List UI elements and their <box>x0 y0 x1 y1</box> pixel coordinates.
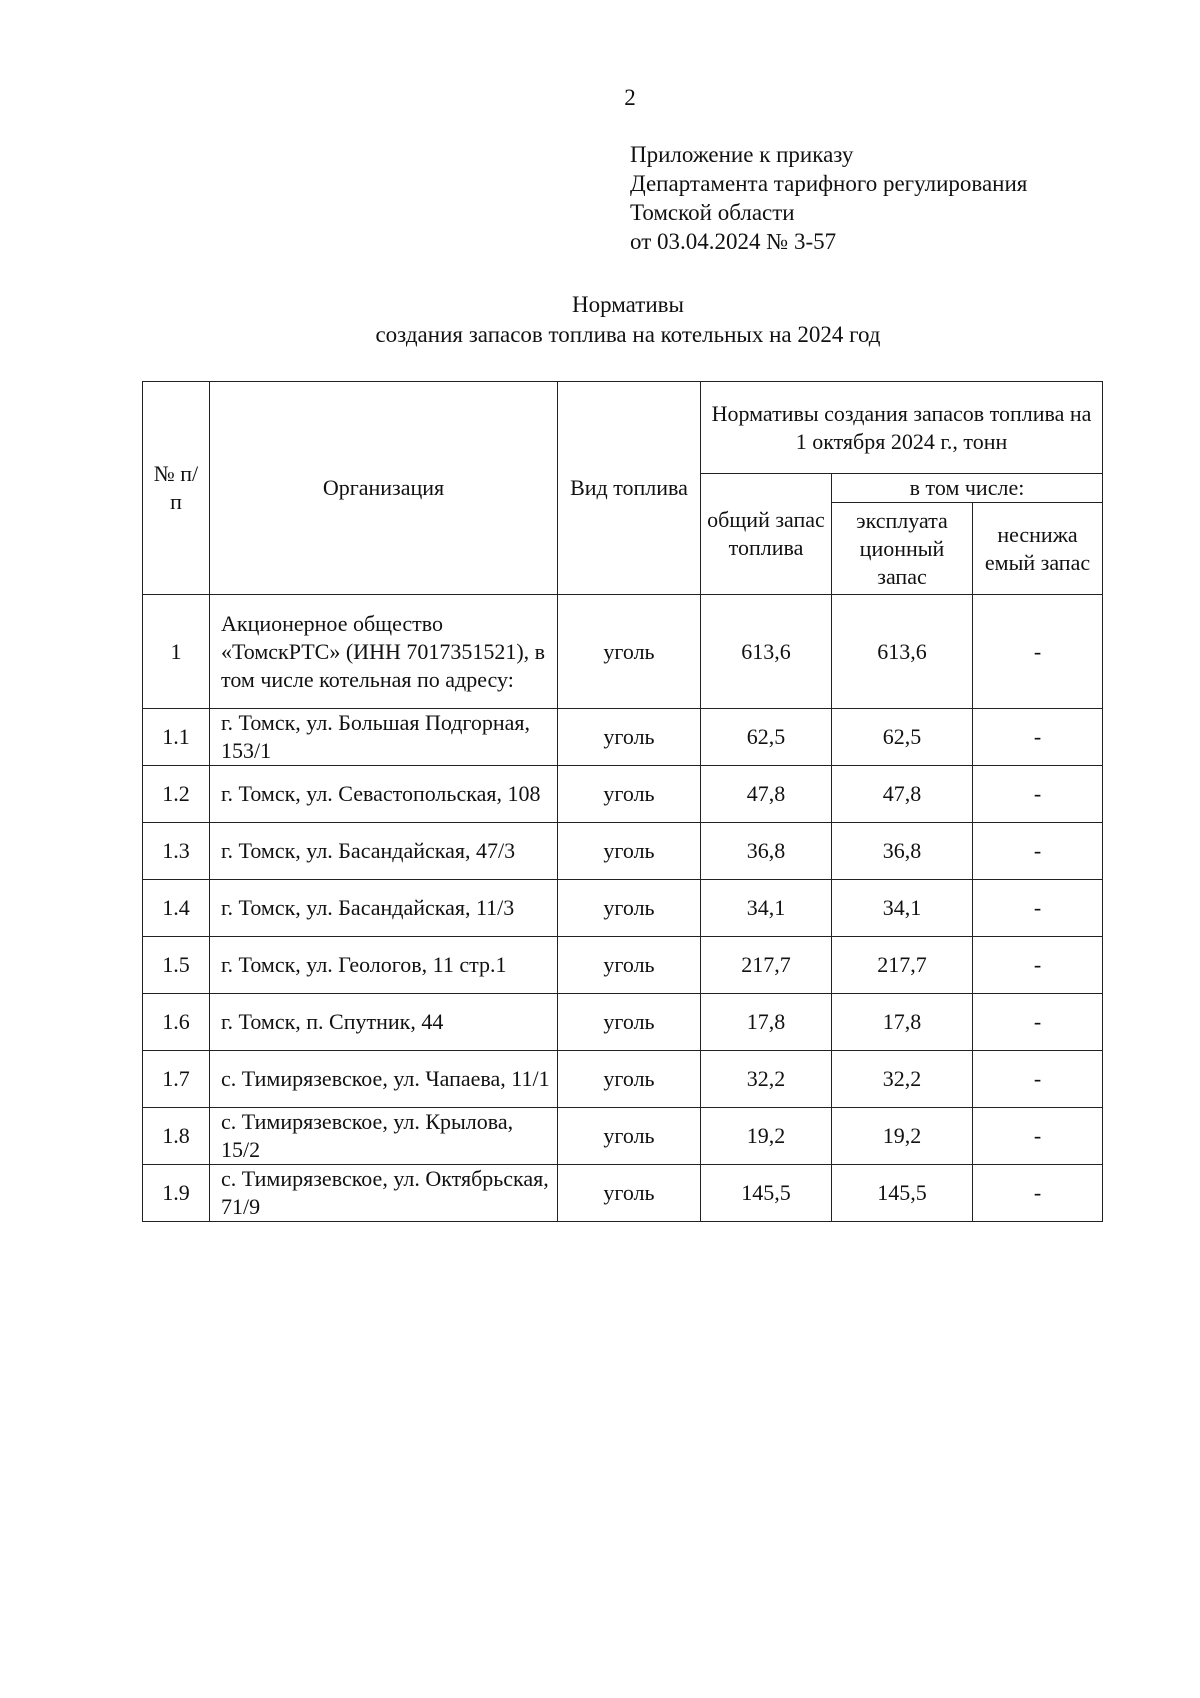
cell-total-reserve: 145,5 <box>701 1165 832 1222</box>
cell-fuel-type: уголь <box>558 1165 701 1222</box>
cell-organization: г. Томск, ул. Басандайская, 11/3 <box>210 880 558 937</box>
appendix-line: от 03.04.2024 № 3-57 <box>630 229 837 254</box>
cell-operational-reserve: 62,5 <box>832 709 973 766</box>
table-row <box>143 880 1103 937</box>
cell-number: 1.7 <box>143 1051 210 1108</box>
cell-operational-reserve: 19,2 <box>832 1108 973 1165</box>
cell-organization: Акционерное общество «ТомскРТС» (ИНН 7017351521), в том числе котельная по адресу: <box>210 595 558 709</box>
header-operational-reserve: эксплуата ционный запас <box>832 503 973 595</box>
cell-organization: с. Тимирязевское, ул. Чапаева, 11/1 <box>210 1051 558 1108</box>
table-row <box>143 823 1103 880</box>
cell-irreducible-reserve: - <box>973 766 1103 823</box>
cell-fuel-type: уголь <box>558 994 701 1051</box>
cell-organization: с. Тимирязевское, ул. Октябрьская, 71/9 <box>210 1165 558 1222</box>
cell-operational-reserve: 36,8 <box>832 823 973 880</box>
cell-fuel-type: уголь <box>558 1108 701 1165</box>
cell-fuel-type: уголь <box>558 766 701 823</box>
header-fuel-type: Вид топлива <box>558 382 701 595</box>
header-irreducible-reserve: неснижа емый запас <box>973 503 1103 595</box>
cell-irreducible-reserve: - <box>973 709 1103 766</box>
cell-total-reserve: 34,1 <box>701 880 832 937</box>
cell-irreducible-reserve: - <box>973 994 1103 1051</box>
cell-organization: г. Томск, ул. Севастопольская, 108 <box>210 766 558 823</box>
appendix-line: Департамента тарифного регулирования <box>630 171 1028 196</box>
cell-operational-reserve: 145,5 <box>832 1165 973 1222</box>
cell-total-reserve: 36,8 <box>701 823 832 880</box>
cell-total-reserve: 47,8 <box>701 766 832 823</box>
cell-organization: с. Тимирязевское, ул. Крылова, 15/2 <box>210 1108 558 1165</box>
appendix-block <box>630 140 1150 256</box>
cell-irreducible-reserve: - <box>973 1108 1103 1165</box>
cell-organization: г. Томск, ул. Басандайская, 47/3 <box>210 823 558 880</box>
cell-organization: г. Томск, ул. Большая Подгорная, 153/1 <box>210 709 558 766</box>
cell-fuel-type: уголь <box>558 709 701 766</box>
cell-irreducible-reserve: - <box>973 595 1103 709</box>
cell-number: 1.2 <box>143 766 210 823</box>
cell-operational-reserve: 613,6 <box>832 595 973 709</box>
cell-organization: г. Томск, п. Спутник, 44 <box>210 994 558 1051</box>
cell-number: 1.3 <box>143 823 210 880</box>
cell-operational-reserve: 17,8 <box>832 994 973 1051</box>
cell-operational-reserve: 217,7 <box>832 937 973 994</box>
cell-fuel-type: уголь <box>558 880 701 937</box>
cell-fuel-type: уголь <box>558 1051 701 1108</box>
table-row <box>143 709 1103 766</box>
cell-operational-reserve: 32,2 <box>832 1051 973 1108</box>
cell-total-reserve: 32,2 <box>701 1051 832 1108</box>
cell-fuel-type: уголь <box>558 595 701 709</box>
cell-total-reserve: 217,7 <box>701 937 832 994</box>
header-organization: Организация <box>210 382 558 595</box>
cell-total-reserve: 19,2 <box>701 1108 832 1165</box>
table-row <box>143 595 1103 709</box>
cell-fuel-type: уголь <box>558 823 701 880</box>
table-row <box>143 994 1103 1051</box>
cell-irreducible-reserve: - <box>973 880 1103 937</box>
cell-total-reserve: 613,6 <box>701 595 832 709</box>
cell-number: 1.8 <box>143 1108 210 1165</box>
header-norms: Нормативы создания запасов топлива на 1 октября 2024 г., тонн <box>701 382 1103 474</box>
cell-total-reserve: 17,8 <box>701 994 832 1051</box>
header-number: № п/п <box>143 382 210 595</box>
appendix-line: Томской области <box>630 200 795 225</box>
cell-operational-reserve: 34,1 <box>832 880 973 937</box>
table-row <box>143 1165 1103 1222</box>
header-total-reserve: общий запас топлива <box>701 474 832 595</box>
cell-number: 1.6 <box>143 994 210 1051</box>
page-number: 2 <box>624 85 636 110</box>
fuel-norms-table <box>142 381 1103 1222</box>
document-title <box>140 290 1116 350</box>
table-row <box>143 1108 1103 1165</box>
cell-number: 1.4 <box>143 880 210 937</box>
cell-fuel-type: уголь <box>558 937 701 994</box>
title-line-1: Нормативы <box>572 292 684 317</box>
cell-irreducible-reserve: - <box>973 937 1103 994</box>
cell-total-reserve: 62,5 <box>701 709 832 766</box>
cell-irreducible-reserve: - <box>973 823 1103 880</box>
header-including: в том числе: <box>832 474 1103 503</box>
cell-irreducible-reserve: - <box>973 1165 1103 1222</box>
cell-number: 1.9 <box>143 1165 210 1222</box>
cell-number: 1.1 <box>143 709 210 766</box>
cell-organization: г. Томск, ул. Геологов, 11 стр.1 <box>210 937 558 994</box>
table-row <box>143 766 1103 823</box>
appendix-line: Приложение к приказу <box>630 142 854 167</box>
table-row <box>143 937 1103 994</box>
cell-irreducible-reserve: - <box>973 1051 1103 1108</box>
cell-operational-reserve: 47,8 <box>832 766 973 823</box>
cell-number: 1 <box>143 595 210 709</box>
table-row <box>143 1051 1103 1108</box>
title-line-2: создания запасов топлива на котельных на 2024 год <box>375 322 881 347</box>
cell-number: 1.5 <box>143 937 210 994</box>
